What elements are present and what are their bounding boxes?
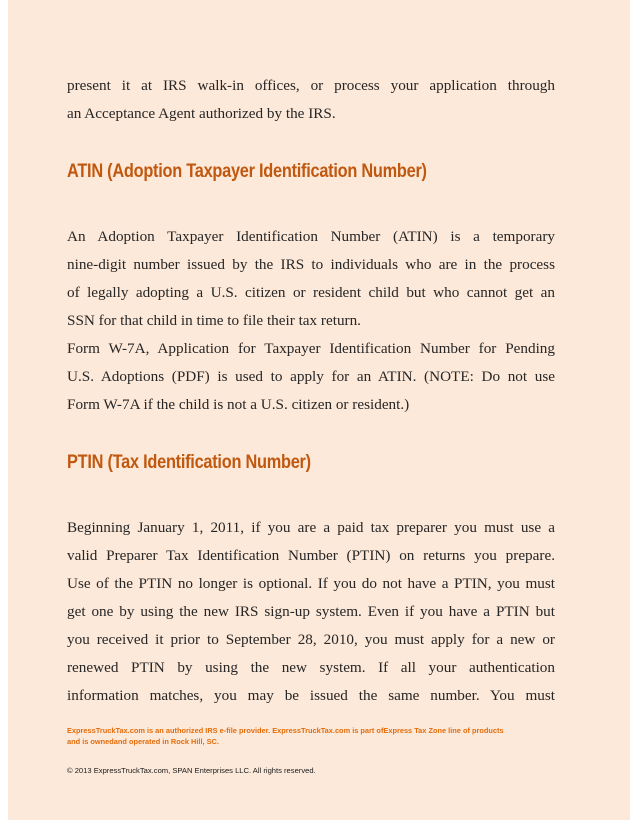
footer-note xyxy=(67,725,567,747)
atin-line-6: U.S. Adoptions (PDF) is used to apply for an ATIN. (NOTE: Do not use xyxy=(67,368,555,385)
atin-line-5: Form W-7A, Application for Taxpayer Identification Number for Pending xyxy=(67,340,555,357)
atin-line-3: of legally adopting a U.S. citizen or resident child but who cannot get an xyxy=(67,284,555,301)
ptin-line-4: get one by using the new IRS sign-up system. Even if you have a PTIN but xyxy=(67,603,555,620)
atin-heading: ATIN (Adoption Taxpayer Identification Number) xyxy=(67,161,427,182)
footer-note-line-1: ExpressTruckTax.com is an authorized IRS e-file provider. ExpressTruckTax.com is part ofExpress Tax Zone line of products xyxy=(67,726,504,735)
ptin-line-2: valid Preparer Tax Identification Number (PTIN) on returns you prepare. xyxy=(67,547,555,564)
copyright: © 2013 ExpressTruckTax.com, SPAN Enterprises LLC. All rights reserved. xyxy=(67,766,316,775)
intro-line-2: an Acceptance Agent authorized by the IRS. xyxy=(67,105,336,122)
atin-line-7: Form W-7A if the child is not a U.S. citizen or resident.) xyxy=(67,396,410,413)
intro-line-1: present it at IRS walk-in offices, or process your application through xyxy=(67,77,555,94)
atin-line-4: SSN for that child in time to file their tax return. xyxy=(67,312,361,329)
atin-line-1: An Adoption Taxpayer Identification Number (ATIN) is a temporary xyxy=(67,228,555,245)
ptin-line-5: you received it prior to September 28, 2010, you must apply for a new or xyxy=(67,631,555,648)
ptin-heading: PTIN (Tax Identification Number) xyxy=(67,452,311,473)
ptin-line-6: renewed PTIN by using the new system. If all your authentication xyxy=(67,659,555,676)
ptin-line-7: information matches, you may be issued the same number. You must xyxy=(67,687,555,704)
ptin-line-3: Use of the PTIN no longer is optional. If you do not have a PTIN, you must xyxy=(67,575,555,592)
footer-note-line-2: and is ownedand operated in Rock Hill, SC. xyxy=(67,737,219,746)
ptin-line-1: Beginning January 1, 2011, if you are a paid tax preparer you must use a xyxy=(67,519,555,536)
atin-line-2: nine-digit number issued by the IRS to individuals who are in the process xyxy=(67,256,555,273)
